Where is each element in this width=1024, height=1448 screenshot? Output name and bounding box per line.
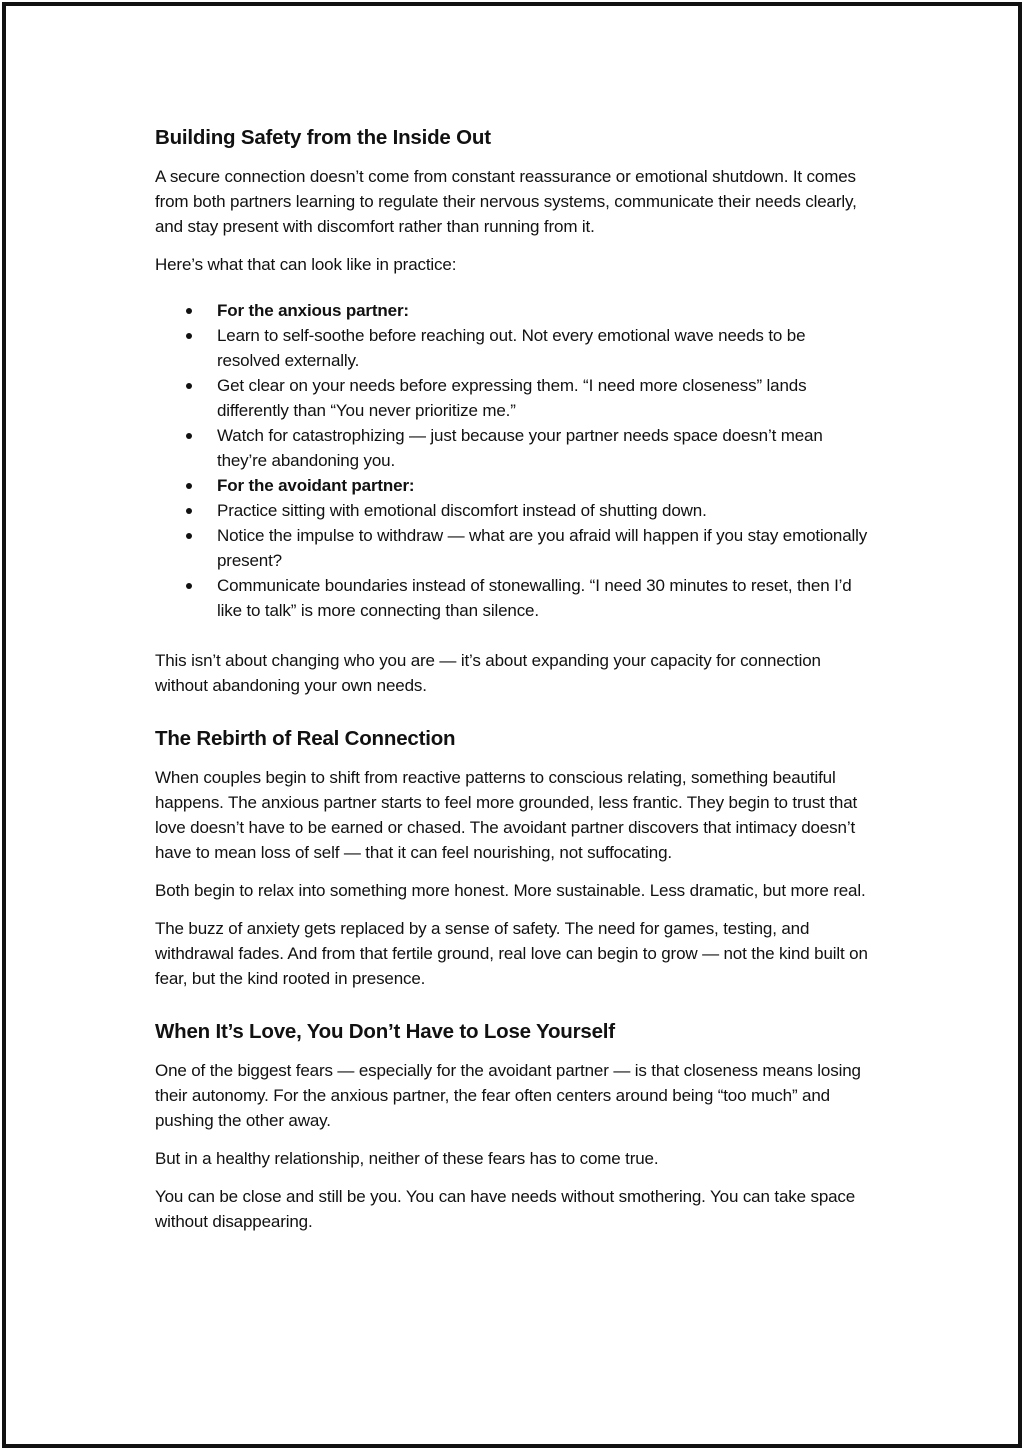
list-item-text: For the anxious partner: xyxy=(217,301,409,320)
list-item xyxy=(155,323,873,373)
list-item xyxy=(155,423,873,473)
bullet-icon xyxy=(186,308,192,314)
list-item-text: For the avoidant partner: xyxy=(217,476,415,495)
paragraph: Here’s what that can look like in practice: xyxy=(155,255,457,274)
list-item-text: Learn to self-soothe before reaching out. Not every emotional wave needs to be resolved externally. xyxy=(217,326,806,370)
bullet-icon xyxy=(186,533,192,539)
list-item-text: Notice the impulse to withdraw — what are you afraid will happen if you stay emotionally present? xyxy=(217,526,868,570)
list-item xyxy=(155,523,873,573)
section-heading: Building Safety from the Inside Out xyxy=(155,126,491,149)
bullet-icon xyxy=(186,333,192,339)
paragraph: You can be close and still be you. You can have needs without smothering. You can take space without disappearing. xyxy=(155,1187,856,1231)
paragraph: One of the biggest fears — especially for the avoidant partner — is that closeness means losing their autonomy. For the anxious partner, the fear often centers around being “too much” and pushing the other away. xyxy=(155,1061,861,1130)
paragraph: But in a healthy relationship, neither of these fears has to come true. xyxy=(155,1149,659,1168)
section-heading: The Rebirth of Real Connection xyxy=(155,727,456,750)
list-item xyxy=(155,373,873,423)
list-item xyxy=(155,298,873,323)
list-item xyxy=(155,473,873,498)
list-item-text: Communicate boundaries instead of stonewalling. “I need 30 minutes to reset, then I’d like to talk” is more connecting than silence. xyxy=(217,576,852,620)
list-item xyxy=(155,498,873,523)
list-item-text: Practice sitting with emotional discomfort instead of shutting down. xyxy=(217,501,707,520)
list-item-text: Watch for catastrophizing — just because your partner needs space doesn’t mean they’re abandoning you. xyxy=(217,426,823,470)
section-spacer xyxy=(155,1004,873,1018)
paragraph: A secure connection doesn’t come from constant reassurance or emotional shutdown. It comes from both partners learning to regulate their nervous systems, communicate their needs clearly, and stay present with discomfort rather than running from it. xyxy=(155,167,857,236)
document-body xyxy=(155,124,873,1247)
paragraph: This isn’t about changing who you are — it’s about expanding your capacity for connection without abandoning your own needs. xyxy=(155,651,821,695)
section-heading: When It’s Love, You Don’t Have to Lose Yourself xyxy=(155,1020,615,1043)
bullet-icon xyxy=(186,508,192,514)
bullet-list xyxy=(155,298,873,623)
list-item xyxy=(155,573,873,623)
paragraph: When couples begin to shift from reactive patterns to conscious relating, something beautiful happens. The anxious partner starts to feel more grounded, less frantic. They begin to trust that love doesn’t have to be earned or chased. The avoidant partner discovers that intimacy doesn’t have to mean loss of self — that it can feel nourishing, not suffocating. xyxy=(155,768,858,862)
list-item-text: Get clear on your needs before expressing them. “I need more closeness” lands differently than “You never prioritize me.” xyxy=(217,376,807,420)
paragraph: The buzz of anxiety gets replaced by a sense of safety. The need for games, testing, and withdrawal fades. And from that fertile ground, real love can begin to grow — not the kind built on fear, but the kind rooted in presence. xyxy=(155,919,868,988)
bullet-icon xyxy=(186,433,192,439)
section-spacer xyxy=(155,711,873,725)
bullet-icon xyxy=(186,583,192,589)
bullet-icon xyxy=(186,383,192,389)
bullet-icon xyxy=(186,483,192,489)
paragraph: Both begin to relax into something more honest. More sustainable. Less dramatic, but more real. xyxy=(155,881,866,900)
